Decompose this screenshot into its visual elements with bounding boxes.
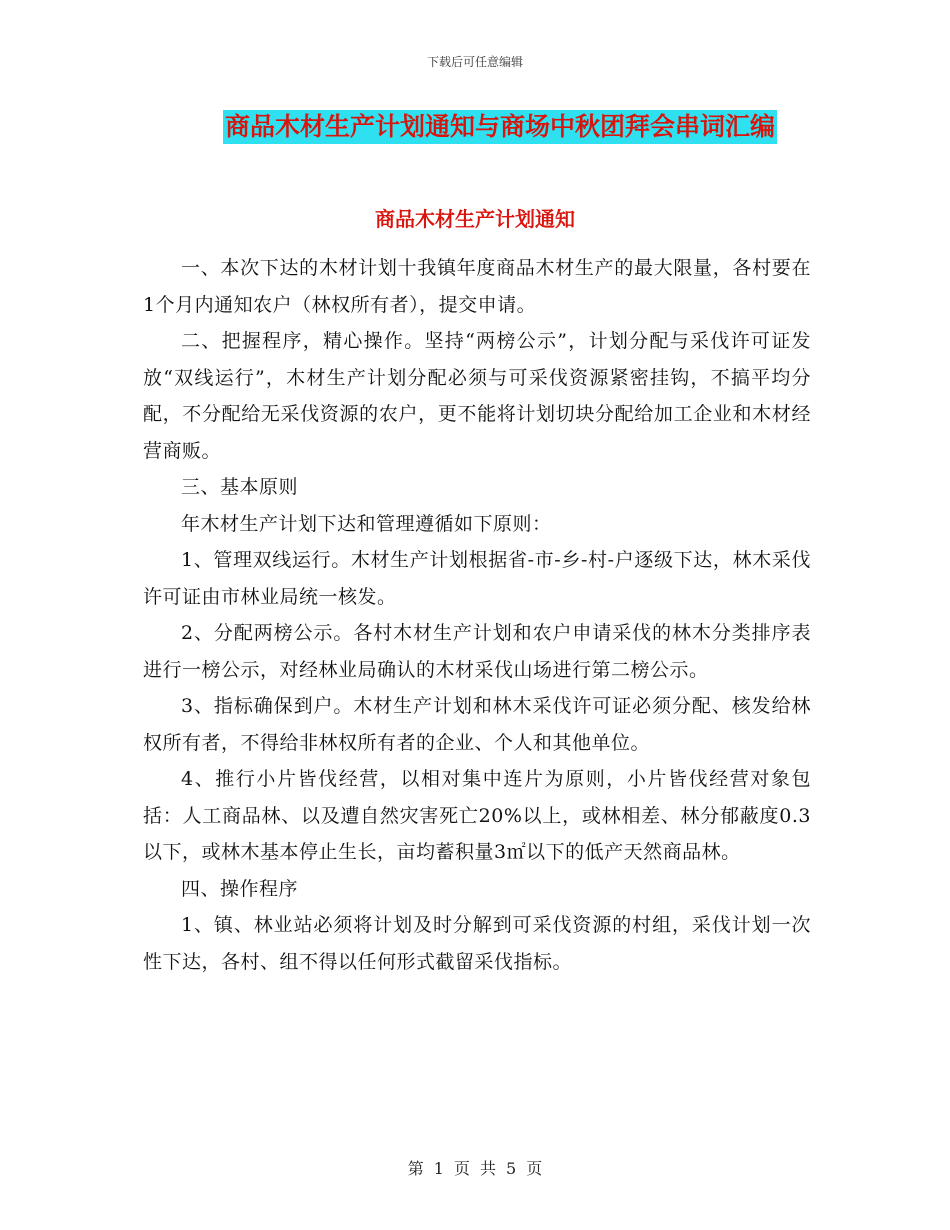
page-footer (0, 1156, 950, 1179)
paragraph: 3、指标确保到户。木材生产计划和林木采伐许可证必须分配、核发给林权所有者，不得给非林权所有者的企业、个人和其他单位。 (143, 695, 811, 754)
document-body (143, 250, 811, 980)
header-note: 下载后可任意编辑 (426, 55, 523, 69)
current-page-number: 1 (433, 1159, 444, 1178)
paragraph: 年木材生产计划下达和管理遵循如下原则： (181, 512, 552, 535)
paragraph: 2、分配两榜公示。各村木材生产计划和农户申请采伐的林木分类排序表进行一榜公示，对经林业局确认的木材采伐山场进行第二榜公示。 (143, 622, 811, 681)
paragraph: 一、本次下达的木材计划十我镇年度商品木材生产的最大限量，各村要在1个月内通知农户（林权所有者），提交申请。 (143, 257, 811, 316)
footer-label-unit: 页 (453, 1159, 470, 1178)
paragraph: 4、推行小片皆伐经营，以相对集中连片为原则，小片皆伐经营对象包括：人工商品林、以及遭自然灾害死亡20%以上，或林相差、林分郁蔽度0.3以下，或林木基本停止生长，亩均蓄积量3㎡以下的低产天然商品林。 (143, 768, 811, 863)
document-title: 商品木材生产计划通知与商场中秋团拜会串词汇编 (223, 110, 777, 144)
section-title: 商品木材生产计划通知 (375, 207, 575, 231)
footer-label-total: 共 (480, 1159, 497, 1178)
paragraph: 1、管理双线运行。木材生产计划根据省-市-乡-村-户逐级下达，林木采伐许可证由市林业局统一核发。 (143, 549, 811, 608)
document-title-wrap (0, 110, 950, 144)
footer-label-unit2: 页 (526, 1159, 543, 1178)
paragraph: 四、操作程序 (181, 877, 299, 900)
total-pages-number: 5 (506, 1159, 517, 1178)
paragraph: 1、镇、林业站必须将计划及时分解到可采伐资源的村组，采伐计划一次性下达，各村、组不得以任何形式截留采伐指标。 (143, 914, 811, 973)
paragraph: 二、把握程序，精心操作。坚持“两榜公示”，计划分配与采伐许可证发放“双线运行”，木材生产计划分配必须与可采伐资源紧密挂钩，不搞平均分配，不分配给无采伐资源的农户，更不能将计划切块分配给加工企业和木材经营商贩。 (143, 330, 811, 462)
footer-label-page: 第 (407, 1159, 424, 1178)
paragraph: 三、基本原则 (181, 476, 299, 498)
